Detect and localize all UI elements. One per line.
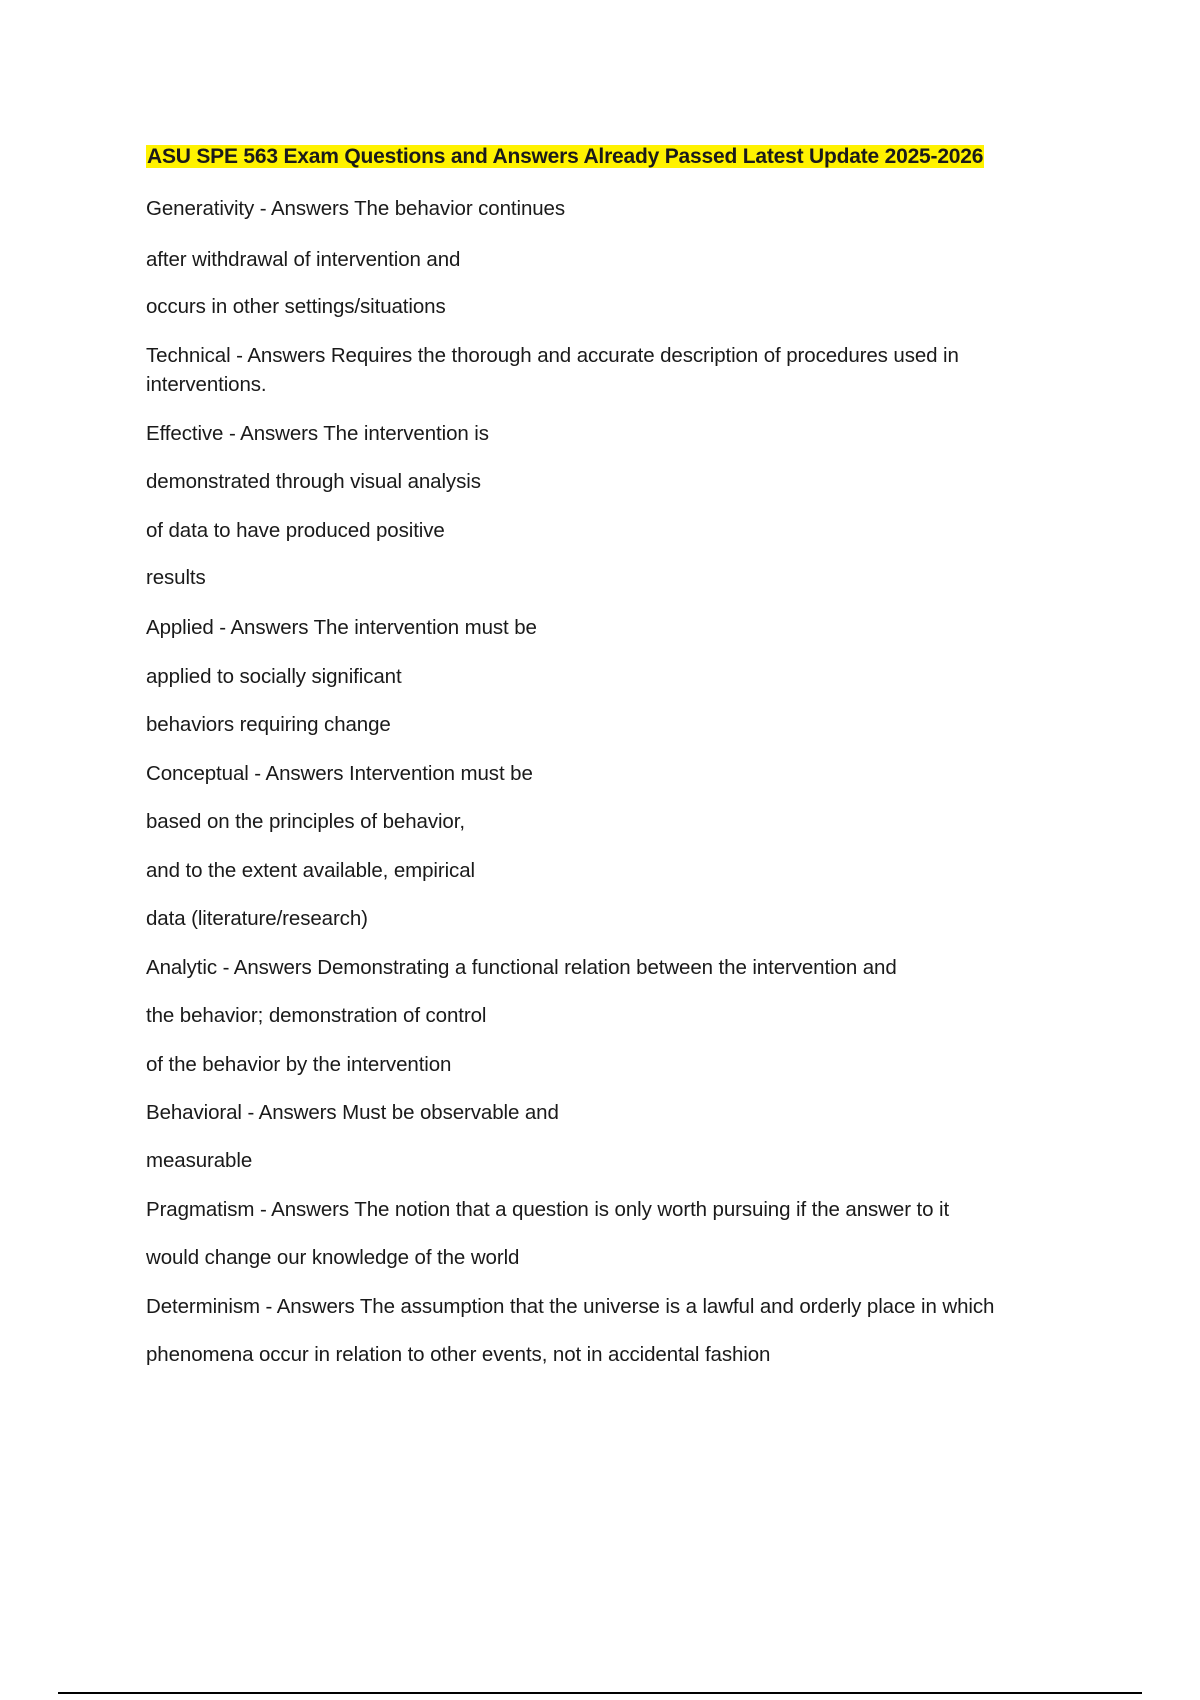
text-line: and to the extent available, empirical xyxy=(146,859,475,882)
text-line: Pragmatism - Answers The notion that a question is only worth pursuing if the answer to it xyxy=(146,1198,950,1221)
text-line: Generativity - Answers The behavior continues xyxy=(146,197,566,220)
text-line: Analytic - Answers Demonstrating a functional relation between the intervention and xyxy=(146,956,897,979)
text-line: measurable xyxy=(146,1149,253,1172)
text-line: occurs in other settings/situations xyxy=(146,295,446,318)
title-block xyxy=(146,144,1086,174)
text-line: demonstrated through visual analysis xyxy=(146,470,481,493)
text-line: Behavioral - Answers Must be observable and xyxy=(146,1101,559,1124)
text-line: based on the principles of behavior, xyxy=(146,810,465,833)
text-line: after withdrawal of intervention and xyxy=(146,248,461,271)
text-line: Effective - Answers The intervention is xyxy=(146,422,489,445)
text-line: Technical - Answers Requires the thorough and accurate description of procedures used in interventions. xyxy=(146,344,959,396)
text-line: data (literature/research) xyxy=(146,907,368,930)
footer-divider xyxy=(58,1692,1142,1694)
text-line: of the behavior by the intervention xyxy=(146,1053,452,1076)
text-line: phenomena occur in relation to other events, not in accidental fashion xyxy=(146,1343,771,1366)
text-line: Applied - Answers The intervention must be xyxy=(146,616,537,639)
text-line: of data to have produced positive xyxy=(146,519,445,542)
text-line: applied to socially significant xyxy=(146,665,402,688)
document-body xyxy=(146,144,1086,1369)
text-line: the behavior; demonstration of control xyxy=(146,1004,487,1027)
text-line: would change our knowledge of the world xyxy=(146,1246,520,1269)
text-line: behaviors requiring change xyxy=(146,713,391,736)
text-line: results xyxy=(146,566,206,589)
document-title: ASU SPE 563 Exam Questions and Answers Already Passed Latest Update 2025-2026 xyxy=(147,145,984,168)
text-line: Determinism - Answers The assumption that the universe is a lawful and orderly place in which xyxy=(146,1295,995,1318)
text-line: Conceptual - Answers Intervention must be xyxy=(146,762,533,785)
